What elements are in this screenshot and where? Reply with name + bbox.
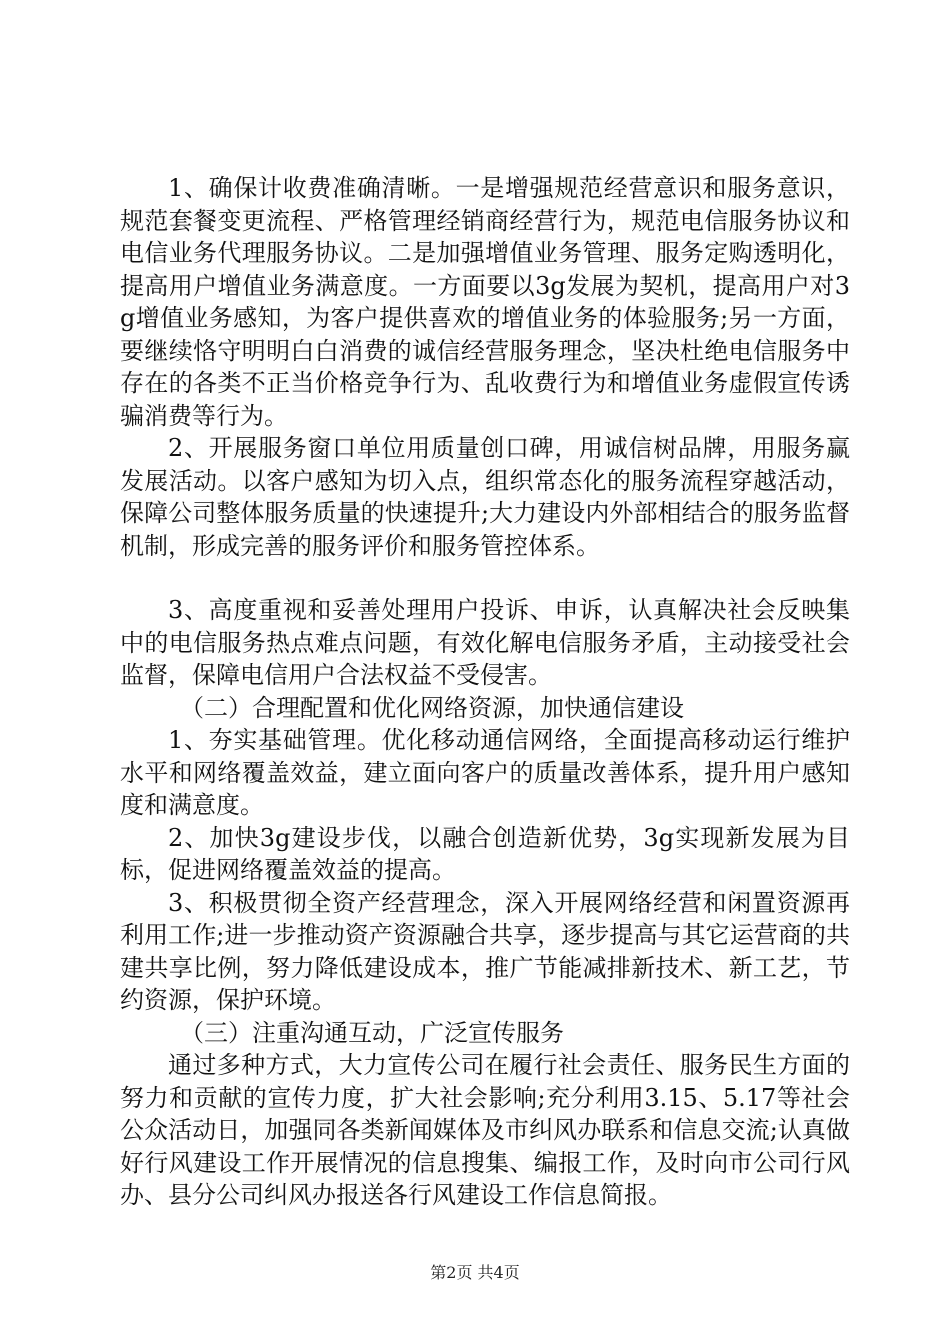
paragraph-asset-operation: 3、积极贯彻全资产经营理念，深入开展网络经营和闲置资源再利用工作;进一步推动资产资源融合共享，逐步提高与其它运营商的共建共享比例，努力降低建设成本，推广节能减排新技术、新工艺，节约资源，保护环境。 [120, 888, 850, 1014]
page-footer: 第2页 共4页 [430, 1263, 520, 1282]
paragraph-billing-accuracy: 1、确保计收费准确清晰。一是增强规范经营意识和服务意识，规范套餐变更流程、严格管理经销商经营行为，规范电信服务协议和电信业务代理服务协议。二是加强增值业务管理、服务定购透明化，提高用户增值业务满意度。一方面要以3g发展为契机，提高用户对3g增值业务感知，为客户提供喜欢的增值业务的体验服务;另一方面，要继续恪守明明白白消费的诚信经营服务理念，坚决杜绝电信服务中存在的各类不正当价格竞争行为、乱收费行为和增值业务虚假宣传诱骗消费等行为。 [120, 174, 850, 430]
paragraph-service-window: 2、开展服务窗口单位用质量创口碑，用诚信树品牌，用服务赢发展活动。以客户感知为切入点，组织常态化的服务流程穿越活动，保障公司整体服务质量的快速提升;大力建设内外部相结合的服务监督机制，形成完善的服务评价和服务管控体系。 [120, 434, 850, 560]
section-heading-communication: （三）注重沟通互动，广泛宣传服务 [180, 1018, 564, 1047]
section-heading-network: （二）合理配置和优化网络资源，加快通信建设 [180, 693, 684, 722]
paragraph-basic-management: 1、夯实基础管理。优化移动通信网络，全面提高移动运行维护水平和网络覆盖效益，建立面向客户的质量改善体系，提升用户感知度和满意度。 [120, 726, 850, 819]
paragraph-complaints: 3、高度重视和妥善处理用户投诉、申诉，认真解决社会反映集中的电信服务热点难点问题，有效化解电信服务矛盾，主动接受社会监督，保障电信用户合法权益不受侵害。 [120, 596, 850, 689]
paragraph-publicity: 通过多种方式，大力宣传公司在履行社会责任、服务民生方面的努力和贡献的宣传力度，扩大社会影响;充分利用3.15、5.17等社会公众活动日，加强同各类新闻媒体及市纠风办联系和信息交流;认真做好行风建设工作开展情况的信息搜集、编报工作，及时向市公司行风办、县分公司纠风办报送各行风建设工作信息简报。 [120, 1051, 850, 1209]
document-body [120, 172, 850, 1212]
paragraph-3g-construction: 2、加快3g建设步伐，以融合创造新优势，3g实现新发展为目标，促进网络覆盖效益的提高。 [120, 823, 850, 884]
